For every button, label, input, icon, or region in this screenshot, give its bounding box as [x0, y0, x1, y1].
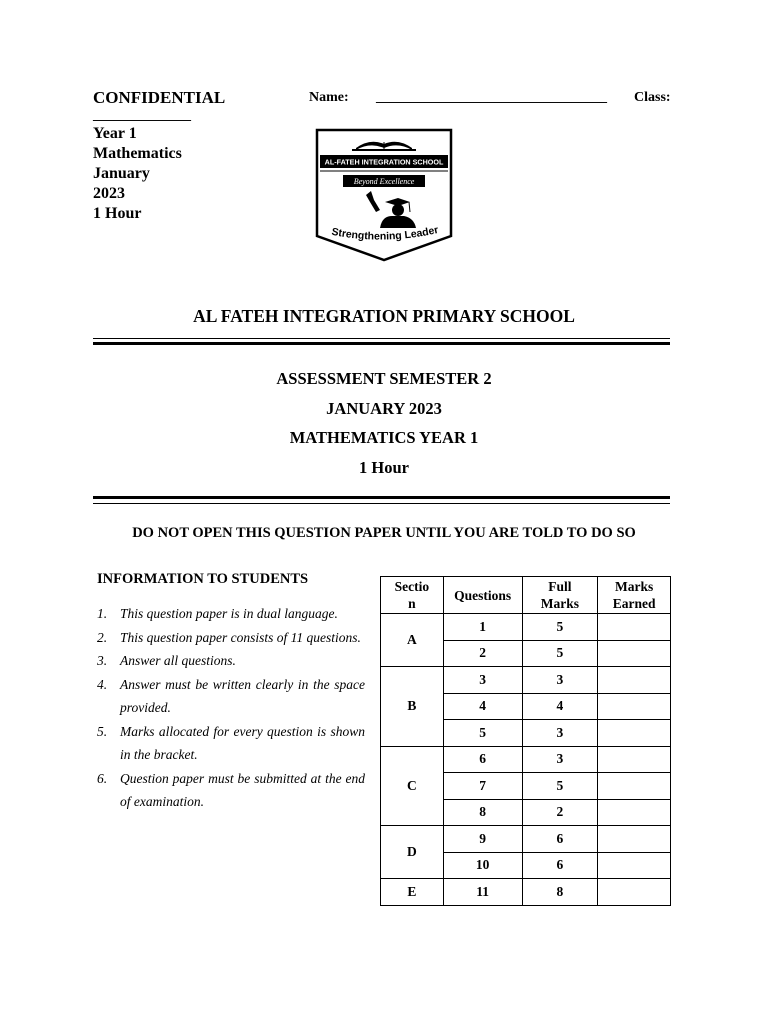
table-row: [381, 746, 671, 773]
question-cell: 8: [443, 799, 522, 826]
meta-duration: 1 Hour: [93, 205, 142, 222]
table-row: [381, 879, 671, 906]
divider-thick-bottom: [93, 496, 670, 499]
info-item-number: 5.: [97, 723, 108, 739]
info-item-number: 4.: [97, 676, 108, 692]
marks-earned-cell[interactable]: [598, 640, 671, 667]
table-row: [381, 667, 671, 694]
assessment-title: ASSESSMENT SEMESTER 2: [276, 369, 492, 388]
info-item-text: This question paper consists of 11 questions.: [120, 629, 361, 645]
info-item: [97, 626, 365, 650]
info-item: [97, 767, 365, 814]
full-marks-cell: 3: [522, 746, 598, 773]
assessment-subject: MATHEMATICS YEAR 1: [289, 428, 479, 447]
info-item-text: Question paper must be submitted at the end of examination.: [120, 770, 365, 809]
info-item-number: 3.: [97, 653, 108, 668]
full-marks-cell: 5: [522, 614, 598, 641]
do-not-open-warning: DO NOT OPEN THIS QUESTION PAPER UNTIL YOU ARE TOLD TO DO SO: [132, 525, 636, 541]
full-marks-cell: 8: [522, 879, 598, 906]
divider-thin-bottom: [93, 503, 670, 504]
question-cell: 11: [443, 879, 522, 906]
question-cell: 2: [443, 640, 522, 667]
logo-motto: Strengthening Leader: [330, 223, 440, 243]
full-marks-cell: 3: [522, 667, 598, 694]
info-item-number: 2.: [97, 629, 108, 645]
section-cell: C: [381, 746, 444, 826]
section-cell: E: [381, 879, 444, 906]
full-marks-cell: 4: [522, 693, 598, 720]
question-cell: 5: [443, 720, 522, 747]
marks-earned-cell[interactable]: [598, 852, 671, 879]
info-item: [97, 673, 365, 720]
header-section: Sectio n: [381, 577, 444, 614]
table-header-row: [381, 577, 671, 614]
meta-month: January: [93, 165, 150, 182]
info-item: [97, 602, 365, 626]
full-marks-cell: 6: [522, 826, 598, 853]
info-item-number: 1.: [97, 606, 108, 621]
info-item-text: This question paper is in dual language.: [120, 606, 338, 621]
info-list: [97, 602, 365, 814]
header-questions: Questions: [443, 577, 522, 614]
assessment-duration: 1 Hour: [359, 458, 409, 477]
question-cell: 7: [443, 773, 522, 800]
info-item: [97, 649, 365, 673]
marks-earned-cell[interactable]: [598, 614, 671, 641]
full-marks-cell: 2: [522, 799, 598, 826]
marks-earned-cell[interactable]: [598, 720, 671, 747]
class-blank-line: ______________: [93, 108, 191, 123]
name-label: Name:: [309, 90, 349, 105]
assessment-date: JANUARY 2023: [326, 399, 442, 418]
question-cell: 1: [443, 614, 522, 641]
question-cell: 10: [443, 852, 522, 879]
marks-earned-cell[interactable]: [598, 746, 671, 773]
marks-earned-cell[interactable]: [598, 693, 671, 720]
logo-tagline: Beyond Excellence: [353, 177, 415, 186]
marks-earned-cell[interactable]: [598, 773, 671, 800]
full-marks-cell: 3: [522, 720, 598, 747]
meta-year: Year 1: [93, 125, 137, 142]
section-cell: A: [381, 614, 444, 667]
marks-earned-cell[interactable]: [598, 826, 671, 853]
full-marks-cell: 5: [522, 640, 598, 667]
question-cell: 6: [443, 746, 522, 773]
question-cell: 9: [443, 826, 522, 853]
info-item-text: Marks allocated for every question is shown in the bracket.: [120, 723, 365, 762]
class-label: Class:: [634, 90, 671, 105]
section-cell: B: [381, 667, 444, 747]
meta-subject: Mathematics: [93, 145, 182, 162]
school-name: AL FATEH INTEGRATION PRIMARY SCHOOL: [193, 306, 575, 326]
marks-earned-cell[interactable]: [598, 879, 671, 906]
logo-school-name: AL-FATEH INTEGRATION SCHOOL: [324, 157, 444, 167]
info-heading: INFORMATION TO STUDENTS: [97, 571, 309, 587]
school-logo: [314, 128, 454, 262]
marks-earned-cell[interactable]: [598, 667, 671, 694]
table-row: [381, 826, 671, 853]
table-row: [381, 614, 671, 641]
info-item: [97, 720, 365, 767]
info-item-text: Answer must be written clearly in the space provided.: [120, 676, 365, 715]
full-marks-cell: 6: [522, 852, 598, 879]
question-cell: 4: [443, 693, 522, 720]
section-cell: D: [381, 826, 444, 879]
marks-earned-cell[interactable]: [598, 799, 671, 826]
question-cell: 3: [443, 667, 522, 694]
header-full-marks: Full Marks: [522, 577, 598, 614]
header-marks-earned: Marks Earned: [598, 577, 671, 614]
meta-year-number: 2023: [93, 185, 125, 202]
divider-thin-top: [93, 338, 670, 339]
confidential-label: CONFIDENTIAL: [93, 88, 226, 107]
paper-meta: [93, 124, 182, 224]
full-marks-cell: 5: [522, 773, 598, 800]
info-item-number: 6.: [97, 770, 108, 786]
marks-table: [380, 576, 671, 906]
divider-thick-top: [93, 342, 670, 345]
name-blank-line: _________________________________: [376, 90, 607, 105]
info-item-text: Answer all questions.: [120, 653, 236, 668]
